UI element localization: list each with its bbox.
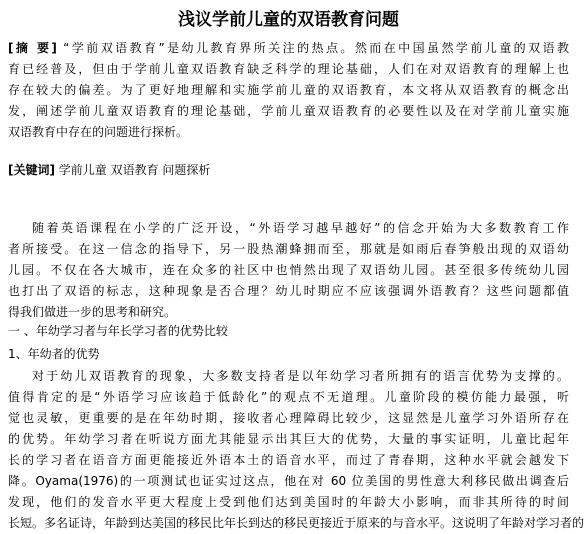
- abstract-line: [8, 38, 569, 59]
- keywords-text: 学前儿童 双语教育 问题探析: [54, 163, 211, 177]
- keywords-tag: [关键词]: [8, 163, 55, 177]
- abstract-text: “学前双语教育”是幼儿教育界所关注的热点。然而在中国虽然学前儿童的双语教: [56, 41, 569, 55]
- keywords-line: [8, 160, 569, 181]
- subsection-heading: 1、年幼者的优势: [8, 347, 100, 361]
- body-line: 长短。多名证诗，年龄到达美国的移民比年长到达的移民更接近于原来的与音水平。这说明了年龄对学习者的: [8, 516, 584, 530]
- document-title: 浅议学前儿童的双语教育问题: [178, 10, 399, 30]
- abstract-line: 存在较大的偏差。为了更好地理解和实施学前儿童的双语教育，本文将从双语教育的概念出: [8, 83, 569, 97]
- body-line: 降。Oyama(1976)的一项测试也证实过这点，他在对 60 位美国的男性意大利移民做出调查后: [8, 474, 569, 488]
- intro-line: 随着英语课程在小学的广泛开设，“外语学习越早越好”的信念开始为大多数教育工作: [32, 221, 569, 235]
- intro-line: 也打出了双语的标志，这种现象是否合理？幼儿时期应不应该强调外语教育？这些问题都值: [8, 284, 569, 298]
- abstract-line: 发，阐述学前儿童双语教育的理论基础，学前儿童双语教育的必要性以及在对学前儿童实施: [8, 104, 569, 118]
- intro-line: 儿园。不仅在各大城市，连在众多的社区中也悄然出现了双语幼儿园。甚至很多传统幼儿园: [8, 263, 569, 277]
- abstract-paragraph: [8, 38, 569, 143]
- body-line: 值得肯定的是“外语学习应该趋于低龄化”的观点不无道理。儿童阶段的模仿能力最强，听: [8, 390, 569, 404]
- abstract-tag: [摘 要]: [8, 41, 57, 55]
- intro-paragraph: [8, 218, 569, 323]
- body-line: 对于幼儿双语教育的现象，大多数支持者是以年幼学习者所拥有的语言优势为支撑的。: [32, 369, 569, 383]
- abstract-line: 双语教育中存在的问题进行探析。: [8, 125, 189, 139]
- intro-line: 者所接受。在这一信念的指导下，另一股热潮蜂拥而至，那就是如雨后春笋般出现的双语幼: [8, 242, 569, 256]
- body-line: 发现，他们的发音水平更大程度上受到他们达到美国时的年龄大小影响，而非其所待的时间: [8, 495, 569, 509]
- abstract-line: 育已经普及，但由于学前儿童双语教育缺乏科学的理论基础，人们在对双语教育的理解上也: [8, 62, 569, 76]
- body-line: 长的学习者在语音方面更能接近外语本土的语音水平，而过了青春期，这种水平就会越发下: [8, 453, 569, 467]
- section-heading: 一 、年幼学习者与年长学习者的优势比较: [8, 324, 228, 338]
- body-paragraph: [8, 366, 584, 534]
- intro-line: 得我们做进一步的思考和研究。: [8, 305, 177, 319]
- body-line: 觉也灵敏，更重要的是在年幼时期，接收者心理障碍比较少，这显然是儿童学习外语所存在: [8, 411, 569, 425]
- body-line: 的优势。年幼学习者在听说方面尤其能显示出其巨大的优势，大量的事实证明，儿童比起年: [8, 432, 569, 446]
